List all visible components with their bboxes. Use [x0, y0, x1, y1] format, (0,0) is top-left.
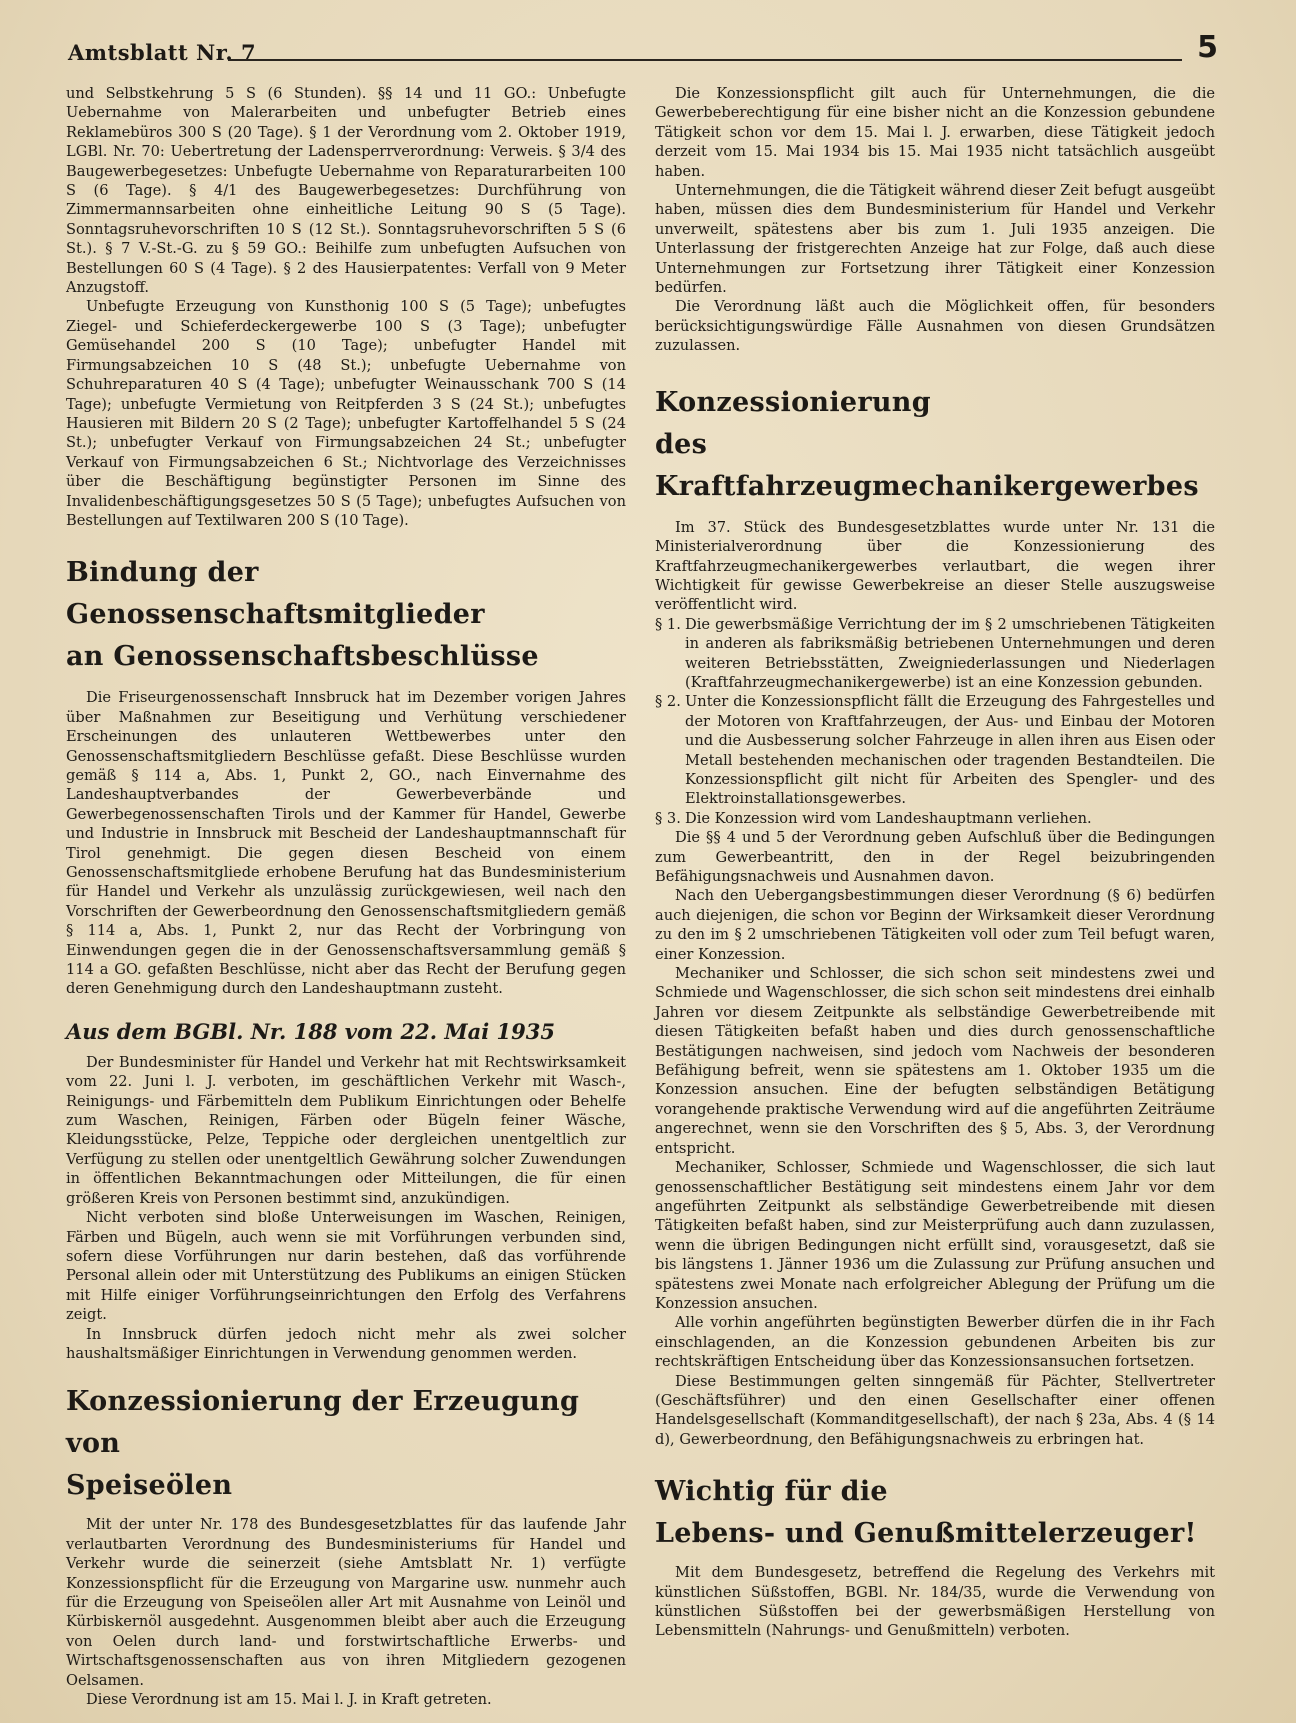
paragraph-kfz-7: Diese Bestimmungen gelten sinngemäß für Pächter, Stellvertreter (Geschäftsführer) und den einen Gesellschafter einer offenen Handelsgesellschaft (Kommanditgesellschaft), der nach § 23a, Abs. 4 (§ 14 d), Gewerbeordnung, den Befähigungsnachweis zu erbringen hat.	[655, 1372, 1215, 1448]
publication-title: Amtsblatt Nr. 7	[68, 40, 257, 65]
section-3-text: Die Konzession wird vom Landeshauptmann verliehen.	[685, 809, 1092, 827]
heading-wichtig-line2: Lebens- und Genußmittelerzeuger!	[655, 1518, 1197, 1550]
section-2-mark: § 2.	[655, 693, 681, 711]
paragraph-kfz-4: Mechaniker und Schlosser, die sich schon seit mindestens zwei und Schmiede und Wagenschlosser, die sich schon seit mindestens drei einhalb Jahren vor diesem Zeitpunkte als selbständige Gewerbetreibende mit diesen Tätigkeiten befaßt haben und dies durch genossenschaftliche Bestätigungen nachweisen, sind jedoch vom Nachweis der besonderen Befähigung befreit, wenn sie spätestens am 1. Oktober 1935 um die Konzession ansuchen. Eine der befugten selbständigen Betätigung vorangehende praktische Verwendung wird auf die angeführten Zeiträume angerechnet, wenn sie den Vorschriften des § 5, Abs. 3, der Verordnung entspricht.	[655, 965, 1215, 1157]
section-2-text: Unter die Konzessionspflicht fällt die Erzeugung des Fahrgestelles und der Motoren von Kraftfahrzeugen, der Aus- und Einbau der Motoren und die Ausbesserung solcher Fahrzeuge in allen ihren aus Eisen oder Metall bestehenden mechanischen oder tragenden Bestandteilen. Die Konzessionspflicht gilt nicht für Arbeiten des Spengler- und des Elektroinstallationsgewerbes.	[685, 693, 1215, 808]
paragraph-kfz-3: Nach den Uebergangsbestimmungen dieser Verordnung (§ 6) bedürfen auch diejenigen, die schon vor Beginn der Wirksamkeit dieser Verordnung zu den im § 2 umschriebenen Tätigkeiten voll oder zum Teil befugt waren, einer Konzession.	[655, 887, 1215, 963]
paragraph-penalties-continued: und Selbstkehrung 5 S (6 Stunden). §§ 14 und 11 GO.: Unbefugte Uebernahme von Malerarbeiten und unbefugter Betrieb eines Reklamebüros 300 S (20 Tage). § 1 der Verordnung vom 2. Oktober 1919, LGBl. Nr. 70: Uebertretung der Ladensperrverordnung: Verweis. § 3/4 des Baugewerbegesetzes: Unbefugte Uebernahme von Reparaturarbeiten 100 S (6 Tage). § 4/1 des Baugewerbegesetzes: Durchführung von Zimmermannsarbeiten ohne einheitliche Leitung 90 S (5 Tage). Sonntagsruhevorschriften 10 S (12 St.). Sonntagsruhevorschriften 5 S (6 St.). § 7 V.-St.-G. zu § 59 GO.: Beihilfe zum unbefugten Aufsuchen von Bestellungen 60 S (4 Tage). § 2 des Hausierpatentes: Verfall von 9 Meter Anzugstoff.	[66, 85, 626, 297]
paragraph-bgbl-2: Nicht verboten sind bloße Unterweisungen im Waschen, Reinigen, Färben und Bügeln, auch wenn sie mit Vorführungen verbunden sind, sofern diese Vorführungen nur darin bestehen, daß das vorführende Personal allein oder mit Unterstützung des Publikums an einigen Stücken mit Hilfe einiger Vorführungseinrichtungen den Erfolg des Verfahrens zeigt.	[66, 1209, 626, 1324]
paragraph-kfz-intro: Im 37. Stück des Bundesgesetzblattes wurde unter Nr. 131 die Ministerialverordnung über die Konzessionierung des Kraftfahrzeugmechanikergewerbes verlautbart, die wegen ihrer Wichtigkeit für gewisse Gewerbekreise an dieser Stelle auszugsweise veröffentlicht wird.	[655, 518, 1215, 614]
paragraph-kfz-2: Die §§ 4 und 5 der Verordnung geben Aufschluß über die Bedingungen zum Gewerbeantritt, den in der Regel beizubringenden Befähigungsnachweis und Ausnahmen davon.	[655, 829, 1215, 885]
heading-kfz-line2: des Kraftfahrzeugmechanikergewerbes	[655, 428, 1199, 502]
paragraph-bindung: Die Friseurgenossenschaft Innsbruck hat im Dezember vorigen Jahres über Maßnahmen zur Beseitigung und Verhütung verschiedener Erscheinungen des unlauteren Wettbewerbes unter den Genossenschaftsmitgliedern Beschlüsse gefaßt. Diese Beschlüsse wurden gemäß § 114 a, Abs. 1, Punkt 2, GO., nach Einvernahme des Landeshauptverbandes der Gewerbeverbände und Gewerbegenossenschaften Tirols und der Kammer für Handel, Gewerbe und Industrie in Innsbruck mit Bescheid der Landeshauptmannschaft für Tirol genehmigt. Die gegen diesen Bescheid von einem Genossenschaftsmitgliede erhobene Berufung hat das Bundesministerium für Handel und Verkehr als unzulässig zurückgewiesen, weil nach den Vorschriften der Gewerbeordnung den Genossenschaftsmitgliedern gemäß § 114 a, Abs. 1, Punkt 2, nur das Recht der Vorbringung von Einwendungen gegen die in der Genossenschaftsversammlung gemäß § 114 a GO. gefaßten Beschlüsse, nicht aber das Recht der Berufung gegen deren Genehmigung durch den Landeshauptmann zusteht.	[66, 689, 626, 998]
section-1-mark: § 1.	[655, 615, 681, 633]
paragraph-konzession-3: Die Verordnung läßt auch die Möglichkeit offen, für besonders berücksichtigungswürdige Fälle Ausnahmen von diesen Grundsätzen zuzulassen.	[655, 298, 1215, 355]
heading-kfz-line1: Konzessionierung	[655, 386, 931, 418]
header-rule	[228, 59, 1182, 61]
page-header	[68, 30, 1218, 68]
heading-speiseoel-line2: Speiseölen	[66, 1470, 233, 1502]
section-2	[655, 692, 1215, 808]
heading-wichtig-line1: Wichtig für die	[655, 1476, 888, 1508]
section-1-text: Die gewerbsmäßige Verrichtung der im § 2 umschriebenen Tätigkeiten in anderen als fabriksmäßig betriebenen Unternehmungen und deren weiteren Betriebsstätten, Zweigniederlassungen und Niederlagen (Kraftfahrzeugmechanikergewerbe) ist an eine Konzession gebunden.	[685, 615, 1215, 691]
paragraph-konzession-1: Die Konzessionspflicht gilt auch für Unternehmungen, die die Gewerbeberechtigung für eine bisher nicht an die Konzession gebundene Tätigkeit schon vor dem 15. Mai l. J. erwarben, diese Tätigkeit jedoch derzeit vom 15. Mai 1934 bis 15. Mai 1935 nicht tatsächlich ausgeübt haben.	[655, 85, 1215, 180]
paragraph-wichtig: Mit dem Bundesgesetz, betreffend die Regelung des Verkehrs mit künstlichen Süßstoffen, BGBl. Nr. 184/35, wurde die Verwendung von künstlichen Süßstoffen bei der gewerbsmäßigen Herstellung von Lebensmitteln (Nahrungs- und Genußmitteln) verboten.	[655, 1564, 1215, 1640]
section-3	[655, 809, 1215, 828]
paragraph-konzession-2: Unternehmungen, die die Tätigkeit während dieser Zeit befugt ausgeübt haben, müssen dies dem Bundesministerium für Handel und Verkehr unverweilt, spätestens aber bis zum 1. Juli 1935 anzeigen. Die Unterlassung der fristgerechten Anzeige hat zur Folge, daß auch diese Unternehmungen zur Fortsetzung ihrer Tätigkeit einer Konzession bedürfen.	[655, 182, 1215, 297]
heading-bindung-line2: an Genossenschaftsbeschlüsse	[66, 641, 539, 673]
page-number: 5	[1197, 30, 1218, 65]
paragraph-penalties-list: Unbefugte Erzeugung von Kunsthonig 100 S (5 Tage); unbefugtes Ziegel- und Schieferdeckergewerbe 100 S (3 Tage); unbefugter Gemüsehandel 200 S (10 Tage); unbefugter Handel mit Firmungsabzeichen 10 S (48 St.); unbefugte Uebernahme von Schuhreparaturen 40 S (4 Tage); unbefugter Weinausschank 700 S (14 Tage); unbefugte Vermietung von Reitpferden 3 S (24 St.); unbefugtes Hausieren mit Bildern 20 S (2 Tage); unbefugter Kartoffelhandel 5 S (24 St.); unbefugter Verkauf von Firmungsabzeichen 24 St.; unbefugter Verkauf von Firmungsabzeichen 6 St.; Nichtvorlage des Verzeichnisses über die Beschäftigung begünstigter Personen im Sinne des Invalidenbeschäftigungsgesetzes 50 S (5 Tage); unbefugtes Aufsuchen von Bestellungen auf Textilwaren 200 S (10 Tage).	[66, 298, 626, 529]
heading-bgbl: Aus dem BGBl. Nr. 188 vom 22. Mai 1935	[66, 1018, 555, 1044]
paragraph-kfz-5: Mechaniker, Schlosser, Schmiede und Wagenschlosser, die sich laut genossenschaftlicher Bestätigung seit mindestens einem Jahr vor dem angeführten Zeitpunkt als selbständige Gewerbetreibende mit diesen Tätigkeiten befaßt haben, sind zur Meisterprüfung auch dann zuzulassen, wenn die übrigen Bedingungen nicht erfüllt sind, vorausgesetzt, daß sie bis längstens 1. Jänner 1936 um die Zulassung zur Prüfung ansuchen und spätestens zwei Monate nach erfolgreicher Ablegung der Prüfung um die Konzession ansuchen.	[655, 1159, 1215, 1312]
paragraph-speiseoel-1: Mit der unter Nr. 178 des Bundesgesetzblattes für das laufende Jahr verlautbarten Verordnung des Bundesministeriums für Handel und Verkehr wurde die seinerzeit (siehe Amtsblatt Nr. 1) verfügte Konzessionspflicht für die Erzeugung von Margarine usw. nunmehr auch für die Erzeugung von Speiseölen aller Art mit Ausnahme von Leinöl und Kürbiskernöl ausgedehnt. Ausgenommen bleibt aber auch die Erzeugung von Oelen durch land- und forstwirtschaftliche Erwerbs- und Wirtschaftsgenossenschaften aus von ihren Mitgliedern gezogenen Oelsamen.	[66, 1516, 626, 1689]
paragraph-bgbl-1: Der Bundesminister für Handel und Verkehr hat mit Rechtswirksamkeit vom 22. Juni l. J. verboten, im geschäftlichen Verkehr mit Wasch-, Reinigungs- und Färbemitteln dem Publikum Einrichtungen oder Behelfe zum Waschen, Reinigen, Färben oder Bügeln feiner Wäsche, Kleidungsstücke, Pelze, Teppiche oder dergleichen unentgeltlich zur Verfügung zu stellen oder unentgeltlich Gewährung solcher Zuwendungen in öffentlichen Bekanntmachungen oder Mitteilungen, die für einen größeren Kreis von Personen bestimmt sind, anzukündigen.	[66, 1053, 626, 1207]
section-3-mark: § 3.	[655, 809, 681, 827]
heading-bindung-line1: Bindung der Genossenschaftsmitglieder	[66, 557, 485, 631]
left-column	[66, 84, 626, 1709]
section-1	[655, 615, 1215, 693]
paragraph-kfz-6: Alle vorhin angeführten begünstigten Bewerber dürfen die in ihr Fach einschlagenden, an die Konzession gebundenen Arbeiten bis zur rechtskräftigen Entscheidung über das Konzessionsansuchen fortsetzen.	[655, 1314, 1215, 1371]
heading-speiseoel-line1: Konzessionierung der Erzeugung von	[66, 1386, 580, 1460]
right-column	[655, 84, 1215, 1641]
paragraph-bgbl-3: In Innsbruck dürfen jedoch nicht mehr als zwei solcher haushaltsmäßiger Einrichtungen in Verwendung genommen werden.	[66, 1325, 626, 1362]
paragraph-speiseoel-2: Diese Verordnung ist am 15. Mai l. J. in Kraft getreten.	[86, 1691, 492, 1708]
